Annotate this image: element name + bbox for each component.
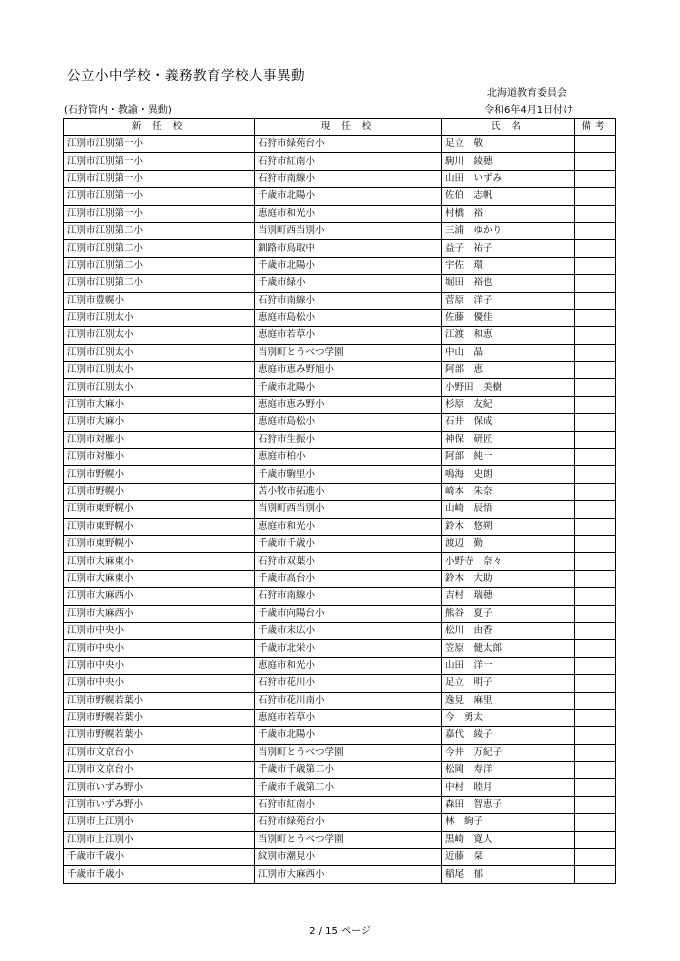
- remarks-cell: [575, 779, 616, 796]
- current-school-cell: 石狩市花川小: [255, 675, 442, 692]
- new-school-cell: 江別市東野幌小: [64, 518, 255, 535]
- name-cell: 今 勇太: [442, 709, 575, 726]
- current-school-cell: 当別町とうべつ学園: [255, 744, 442, 761]
- table-row: [64, 727, 616, 744]
- table-row: [64, 779, 616, 796]
- name-cell: 嘉代 綾子: [442, 727, 575, 744]
- remarks-cell: [575, 222, 616, 239]
- new-school-cell: 江別市豊幌小: [64, 292, 255, 309]
- remarks-cell: [575, 344, 616, 361]
- name-cell: 堀田 裕也: [442, 275, 575, 292]
- remarks-cell: [575, 709, 616, 726]
- table-row: [64, 379, 616, 396]
- remarks-cell: [575, 414, 616, 431]
- table-row: [64, 275, 616, 292]
- name-cell: 中山 晶: [442, 344, 575, 361]
- current-school-cell: 千歳市千歳小: [255, 535, 442, 552]
- new-school-cell: 江別市江別第二小: [64, 240, 255, 257]
- remarks-cell: [575, 257, 616, 274]
- table-row: [64, 292, 616, 309]
- current-school-cell: 千歳市北栄小: [255, 640, 442, 657]
- remarks-cell: [575, 518, 616, 535]
- remarks-cell: [575, 692, 616, 709]
- effective-date: 令和6年4月1日付け: [484, 105, 574, 116]
- column-header-new-school: 新 任 校: [64, 119, 255, 136]
- name-cell: 杉原 友紀: [442, 396, 575, 413]
- name-cell: 松川 由香: [442, 622, 575, 639]
- remarks-cell: [575, 744, 616, 761]
- remarks-cell: [575, 205, 616, 222]
- table-row: [64, 362, 616, 379]
- current-school-cell: 石狩市南線小: [255, 588, 442, 605]
- name-cell: 近藤 栞: [442, 849, 575, 866]
- name-cell: 崎本 朱奈: [442, 483, 575, 500]
- table-row: [64, 849, 616, 866]
- new-school-cell: 江別市野幌若葉小: [64, 692, 255, 709]
- name-cell: 益子 祐子: [442, 240, 575, 257]
- current-school-cell: 石狩市南線小: [255, 292, 442, 309]
- name-cell: 山田 いずみ: [442, 170, 575, 187]
- table-row: [64, 762, 616, 779]
- table-row: [64, 657, 616, 674]
- name-cell: 駒川 綾穂: [442, 153, 575, 170]
- new-school-cell: 江別市江別第二小: [64, 222, 255, 239]
- remarks-cell: [575, 796, 616, 813]
- remarks-cell: [575, 605, 616, 622]
- current-school-cell: 恵庭市若草小: [255, 327, 442, 344]
- new-school-cell: 江別市いずみ野小: [64, 796, 255, 813]
- remarks-cell: [575, 762, 616, 779]
- current-school-cell: 千歳市千歳第二小: [255, 762, 442, 779]
- remarks-cell: [575, 309, 616, 326]
- current-school-cell: 千歳市高台小: [255, 570, 442, 587]
- new-school-cell: 江別市江別第一小: [64, 205, 255, 222]
- new-school-cell: 江別市江別太小: [64, 379, 255, 396]
- table-row: [64, 309, 616, 326]
- name-cell: 渡辺 勤: [442, 535, 575, 552]
- remarks-cell: [575, 379, 616, 396]
- name-cell: 山田 洋一: [442, 657, 575, 674]
- new-school-cell: 江別市江別第二小: [64, 257, 255, 274]
- new-school-cell: 江別市江別太小: [64, 362, 255, 379]
- table-row: [64, 449, 616, 466]
- name-cell: 林 絢子: [442, 814, 575, 831]
- new-school-cell: 江別市大麻東小: [64, 553, 255, 570]
- page-number: 2 / 15 ページ: [309, 926, 371, 937]
- current-school-cell: 恵庭市和光小: [255, 657, 442, 674]
- name-cell: 鳴海 史朗: [442, 466, 575, 483]
- new-school-cell: 江別市江別第一小: [64, 153, 255, 170]
- new-school-cell: 江別市中央小: [64, 675, 255, 692]
- current-school-cell: 恵庭市若草小: [255, 709, 442, 726]
- name-cell: 小野寺 奈々: [442, 553, 575, 570]
- table-row: [64, 222, 616, 239]
- new-school-cell: 千歳市千歳小: [64, 849, 255, 866]
- current-school-cell: 恵庭市和光小: [255, 518, 442, 535]
- remarks-cell: [575, 292, 616, 309]
- current-school-cell: 千歳市千歳第二小: [255, 779, 442, 796]
- current-school-cell: 千歳市向陽台小: [255, 605, 442, 622]
- remarks-cell: [575, 535, 616, 552]
- name-cell: 佐藤 優佳: [442, 309, 575, 326]
- name-cell: 鈴木 悠朔: [442, 518, 575, 535]
- table-row: [64, 570, 616, 587]
- new-school-cell: 江別市大麻東小: [64, 570, 255, 587]
- remarks-cell: [575, 501, 616, 518]
- column-header-remarks: 備考: [575, 119, 616, 136]
- column-header-name: 氏 名: [442, 119, 575, 136]
- current-school-cell: 石狩市緑苑台小: [255, 814, 442, 831]
- new-school-cell: 千歳市千歳小: [64, 866, 255, 883]
- new-school-cell: 江別市野幌若葉小: [64, 709, 255, 726]
- name-cell: 阿部 恵: [442, 362, 575, 379]
- name-cell: 村橋 裕: [442, 205, 575, 222]
- new-school-cell: 江別市中央小: [64, 657, 255, 674]
- new-school-cell: 江別市江別太小: [64, 309, 255, 326]
- remarks-cell: [575, 153, 616, 170]
- current-school-cell: 石狩市紅南小: [255, 796, 442, 813]
- remarks-cell: [575, 188, 616, 205]
- new-school-cell: 江別市文京台小: [64, 744, 255, 761]
- name-cell: 山崎 辰悟: [442, 501, 575, 518]
- new-school-cell: 江別市文京台小: [64, 762, 255, 779]
- current-school-cell: 千歳市北陽小: [255, 257, 442, 274]
- table-row: [64, 396, 616, 413]
- current-school-cell: 石狩市生振小: [255, 431, 442, 448]
- remarks-cell: [575, 831, 616, 848]
- new-school-cell: 江別市大麻小: [64, 396, 255, 413]
- new-school-cell: 江別市江別第一小: [64, 170, 255, 187]
- new-school-cell: 江別市対雁小: [64, 431, 255, 448]
- current-school-cell: 千歳市北陽小: [255, 188, 442, 205]
- current-school-cell: 千歳市北陽小: [255, 379, 442, 396]
- table-row: [64, 327, 616, 344]
- new-school-cell: 江別市いずみ野小: [64, 779, 255, 796]
- name-cell: 佐伯 志帆: [442, 188, 575, 205]
- remarks-cell: [575, 362, 616, 379]
- table-row: [64, 431, 616, 448]
- name-cell: 黒崎 寛人: [442, 831, 575, 848]
- remarks-cell: [575, 396, 616, 413]
- name-cell: 稲尾 郁: [442, 866, 575, 883]
- table-row: [64, 709, 616, 726]
- remarks-cell: [575, 657, 616, 674]
- table-header-row: [64, 119, 616, 136]
- name-cell: 石井 保成: [442, 414, 575, 431]
- current-school-cell: 恵庭市恵み野旭小: [255, 362, 442, 379]
- name-cell: 阿部 純一: [442, 449, 575, 466]
- table-row: [64, 257, 616, 274]
- table-row: [64, 692, 616, 709]
- remarks-cell: [575, 814, 616, 831]
- name-cell: 中村 睦月: [442, 779, 575, 796]
- table-row: [64, 344, 616, 361]
- remarks-cell: [575, 170, 616, 187]
- table-row: [64, 170, 616, 187]
- scope-label: (石狩管内・教諭・異動): [64, 105, 172, 116]
- current-school-cell: 石狩市紅南小: [255, 153, 442, 170]
- name-cell: 神保 研匠: [442, 431, 575, 448]
- current-school-cell: 千歳市緑小: [255, 275, 442, 292]
- table-row: [64, 414, 616, 431]
- table-row: [64, 553, 616, 570]
- remarks-cell: [575, 553, 616, 570]
- name-cell: 今井 万紀子: [442, 744, 575, 761]
- table-row: [64, 744, 616, 761]
- remarks-cell: [575, 622, 616, 639]
- name-cell: 足立 敬: [442, 136, 575, 153]
- name-cell: 松岡 寿洋: [442, 762, 575, 779]
- remarks-cell: [575, 136, 616, 153]
- remarks-cell: [575, 449, 616, 466]
- remarks-cell: [575, 483, 616, 500]
- new-school-cell: 江別市野幌小: [64, 466, 255, 483]
- new-school-cell: 江別市大麻西小: [64, 588, 255, 605]
- table-row: [64, 518, 616, 535]
- name-cell: 小野田 美樹: [442, 379, 575, 396]
- current-school-cell: 当別町西当別小: [255, 501, 442, 518]
- current-school-cell: 恵庭市柏小: [255, 449, 442, 466]
- name-cell: 宇佐 環: [442, 257, 575, 274]
- new-school-cell: 江別市東野幌小: [64, 535, 255, 552]
- new-school-cell: 江別市江別第一小: [64, 136, 255, 153]
- name-cell: 菅原 洋子: [442, 292, 575, 309]
- current-school-cell: 恵庭市恵み野小: [255, 396, 442, 413]
- current-school-cell: 恵庭市島松小: [255, 414, 442, 431]
- table-row: [64, 588, 616, 605]
- remarks-cell: [575, 327, 616, 344]
- remarks-cell: [575, 849, 616, 866]
- table-row: [64, 188, 616, 205]
- remarks-cell: [575, 466, 616, 483]
- remarks-cell: [575, 866, 616, 883]
- table-row: [64, 240, 616, 257]
- table-row: [64, 205, 616, 222]
- table-row: [64, 466, 616, 483]
- name-cell: 逸見 麻里: [442, 692, 575, 709]
- new-school-cell: 江別市江別第二小: [64, 275, 255, 292]
- remarks-cell: [575, 570, 616, 587]
- table-row: [64, 814, 616, 831]
- new-school-cell: 江別市野幌若葉小: [64, 727, 255, 744]
- current-school-cell: 苫小牧市拓進小: [255, 483, 442, 500]
- table-row: [64, 640, 616, 657]
- current-school-cell: 当別町とうべつ学園: [255, 831, 442, 848]
- current-school-cell: 石狩市緑苑台小: [255, 136, 442, 153]
- table-row: [64, 501, 616, 518]
- column-header-current-school: 現 任 校: [255, 119, 442, 136]
- issuer: 北海道教育委員会: [487, 88, 567, 99]
- name-cell: 鈴木 大助: [442, 570, 575, 587]
- current-school-cell: 千歳市北陽小: [255, 727, 442, 744]
- name-cell: 足立 明子: [442, 675, 575, 692]
- table-row: [64, 796, 616, 813]
- table-row: [64, 605, 616, 622]
- table-row: [64, 675, 616, 692]
- remarks-cell: [575, 275, 616, 292]
- new-school-cell: 江別市中央小: [64, 622, 255, 639]
- new-school-cell: 江別市中央小: [64, 640, 255, 657]
- new-school-cell: 江別市東野幌小: [64, 501, 255, 518]
- current-school-cell: 千歳市末広小: [255, 622, 442, 639]
- remarks-cell: [575, 240, 616, 257]
- current-school-cell: 江別市大麻西小: [255, 866, 442, 883]
- current-school-cell: 当別町とうべつ学園: [255, 344, 442, 361]
- current-school-cell: 紋別市潮見小: [255, 849, 442, 866]
- current-school-cell: 釧路市鳥取中: [255, 240, 442, 257]
- table-row: [64, 831, 616, 848]
- table-row: [64, 136, 616, 153]
- table-row: [64, 483, 616, 500]
- new-school-cell: 江別市上江別小: [64, 814, 255, 831]
- remarks-cell: [575, 675, 616, 692]
- name-cell: 三浦 ゆかり: [442, 222, 575, 239]
- table-row: [64, 153, 616, 170]
- current-school-cell: 恵庭市島松小: [255, 309, 442, 326]
- new-school-cell: 江別市江別第一小: [64, 188, 255, 205]
- table-row: [64, 866, 616, 883]
- document-title: 公立小中学校・義務教育学校人事異動: [67, 68, 305, 84]
- new-school-cell: 江別市大麻西小: [64, 605, 255, 622]
- current-school-cell: 当別町西当別小: [255, 222, 442, 239]
- current-school-cell: 千歳市駒里小: [255, 466, 442, 483]
- name-cell: 熊谷 夏子: [442, 605, 575, 622]
- new-school-cell: 江別市江別太小: [64, 344, 255, 361]
- current-school-cell: 石狩市双葉小: [255, 553, 442, 570]
- new-school-cell: 江別市上江別小: [64, 831, 255, 848]
- name-cell: 笠原 健太郎: [442, 640, 575, 657]
- remarks-cell: [575, 727, 616, 744]
- current-school-cell: 石狩市南線小: [255, 170, 442, 187]
- remarks-cell: [575, 431, 616, 448]
- new-school-cell: 江別市大麻小: [64, 414, 255, 431]
- table-row: [64, 535, 616, 552]
- new-school-cell: 江別市対雁小: [64, 449, 255, 466]
- name-cell: 吉村 瑞穂: [442, 588, 575, 605]
- personnel-table: [63, 118, 616, 884]
- current-school-cell: 恵庭市和光小: [255, 205, 442, 222]
- remarks-cell: [575, 588, 616, 605]
- remarks-cell: [575, 640, 616, 657]
- new-school-cell: 江別市江別太小: [64, 327, 255, 344]
- name-cell: 森田 智恵子: [442, 796, 575, 813]
- table-row: [64, 622, 616, 639]
- current-school-cell: 石狩市花川南小: [255, 692, 442, 709]
- name-cell: 江渡 和恵: [442, 327, 575, 344]
- new-school-cell: 江別市野幌小: [64, 483, 255, 500]
